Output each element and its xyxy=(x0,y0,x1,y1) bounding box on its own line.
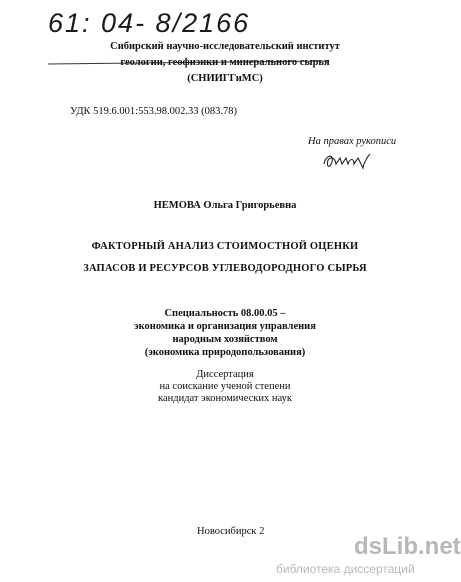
stamp-underline xyxy=(48,34,318,35)
manuscript-rights-note: На правах рукописи xyxy=(308,136,397,147)
archive-stamp-code: 61: 04- 8/2166 xyxy=(48,8,251,38)
author-name: НЕМОВА Ольга Григорьевна xyxy=(153,200,297,211)
udk-code: УДК 519.6.001:553.98.002.33 (083.78) xyxy=(70,106,237,117)
watermark-caption: библиотека диссертаций xyxy=(276,562,415,576)
watermark xyxy=(270,533,461,578)
degree-purpose: на соискание ученой степени xyxy=(159,381,291,392)
specialty-line3: народным хозяйством xyxy=(172,334,278,345)
dissertation-title-line1: ФАКТОРНЫЙ АНАЛИЗ СТОИМОСТНОЙ ОЦЕНКИ xyxy=(91,241,359,252)
degree-title: кандидат экономических наук xyxy=(158,393,292,404)
institution-abbreviation: (СНИИГГиМС) xyxy=(187,73,263,84)
document-type: Диссертация xyxy=(196,369,254,380)
specialty-line4: (экономика природопользования) xyxy=(144,347,306,358)
institution-name-line1: Сибирский научно-исследовательский институт xyxy=(110,41,340,52)
city-year: Новосибирск 2 xyxy=(197,526,265,537)
handwritten-signature xyxy=(322,146,372,174)
specialty-line2: экономика и организация управления xyxy=(134,321,316,332)
dissertation-title-line2: ЗАПАСОВ И РЕСУРСОВ УГЛЕВОДОРОДНОГО СЫРЬЯ xyxy=(83,263,367,274)
specialty-code: Специальность 08.00.05 – xyxy=(164,308,286,319)
institution-name-line2: геологии, геофизики и минерального сырья xyxy=(120,57,330,68)
watermark-brand: dsLib.net xyxy=(354,533,461,560)
